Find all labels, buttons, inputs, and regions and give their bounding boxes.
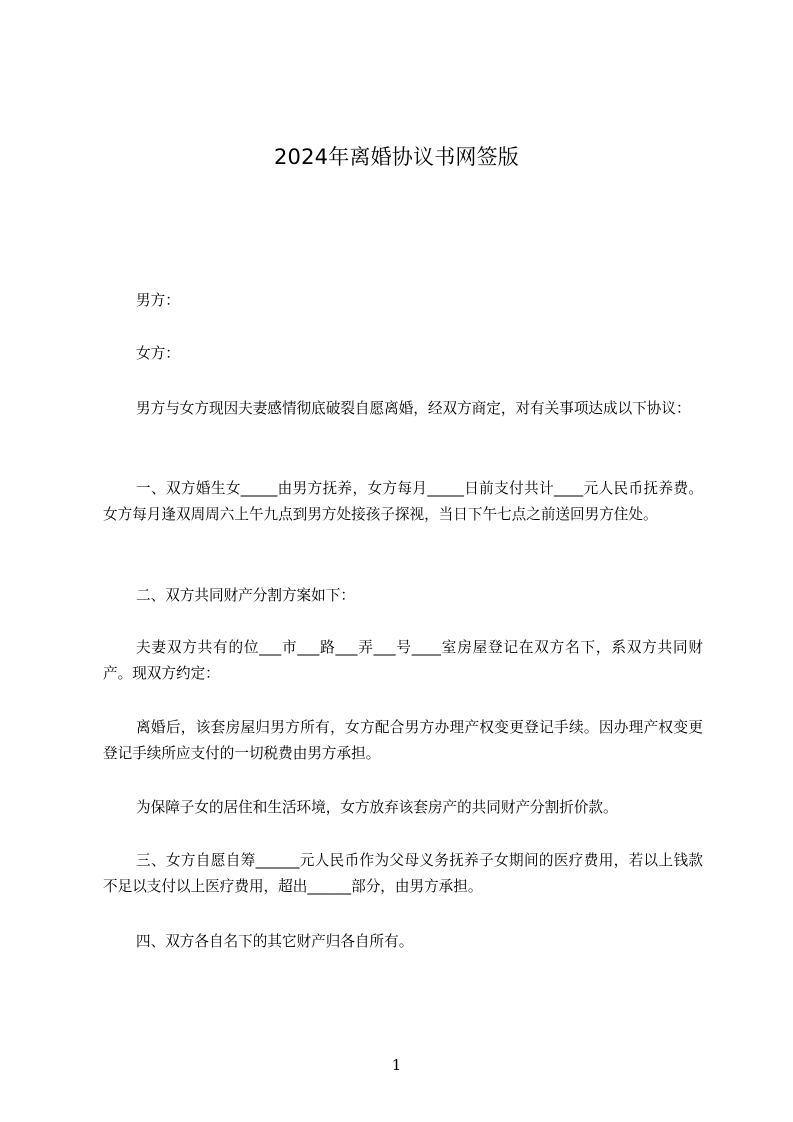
paragraph-clause-1: 一、双方婚生女_____由男方抚养，女方每月_____日前支付共计____元人民币抚养费。女方每月逢双周周六上午九点到男方处接孩子探视，当日下午七点之前送回男方住处。 — [103, 480, 703, 523]
paragraph-property: 夫妻双方共有的位___市___路___弄___号____室房屋登记在双方名下，系双方共同财产。现双方约定： — [103, 639, 703, 682]
document-title: 2024年离婚协议书网签版 — [273, 145, 520, 169]
paragraph-property-waiver: 为保障子女的居住和生活环境，女方放弃该套房产的共同财产分割折价款。 — [136, 799, 618, 816]
paragraph-female-party: 女方： — [136, 345, 180, 362]
page-number: 1 — [391, 1056, 402, 1074]
paragraph-male-party: 男方： — [136, 292, 180, 309]
paragraph-clause-2: 二、双方共同财产分割方案如下： — [136, 587, 355, 604]
paragraph-intro: 男方与女方现因夫妻感情彻底破裂自愿离婚，经双方商定，对有关事项达成以下协议： — [136, 400, 691, 417]
paragraph-clause-4: 四、双方各自名下的其它财产归各自所有。 — [136, 933, 414, 950]
paragraph-clause-3: 三、女方自愿自筹______元人民币作为父母义务抚养子女期间的医疗费用，若以上钱款不足以支付以上医疗费用，超出______部分，由男方承担。 — [103, 852, 703, 895]
paragraph-property-ownership: 离婚后，该套房屋归男方所有，女方配合男方办理产权变更登记手续。因办理产权变更登记手续所应支付的一切税费由男方承担。 — [103, 719, 703, 762]
